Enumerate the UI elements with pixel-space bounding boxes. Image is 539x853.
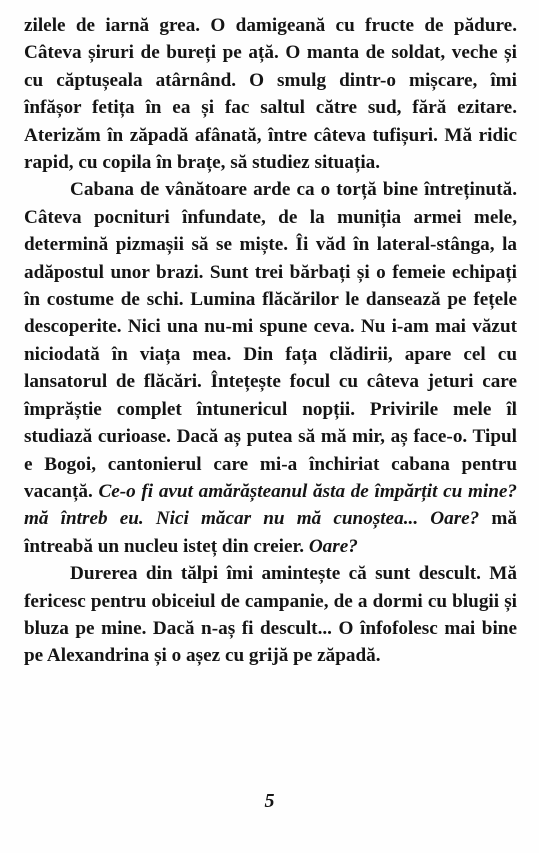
text-run: mă întreabă un nucleu isteț din creier. [24, 508, 517, 557]
page-number: 5 [264, 790, 275, 812]
text-run: Durerea din tălpi îmi amintește că sunt descult. Mă fericesc pentru obiceiul de campanie, de a dormi cu blugii și bluza pe mine. Dacă n-aș fi descult... O înfofolesc mai bine pe Alexandrina și o așez cu grijă pe zăpadă. [24, 563, 517, 667]
paragraph-continuation [24, 12, 517, 176]
body-text [24, 12, 517, 670]
text-run: Cabana de vânătoare arde ca o torță bine întreținută. Câteva pocnituri înfundate, de la muniția armei mele, determină pizmașii să se miște. Îi văd în lateral-stânga, la adăpostul unor brazi. Sunt trei bărbați și o femeie echipați în costume de schi. Lumina flăcărilor le dansează pe fețele descoperite. Nici una nu-mi spune ceva. Nu i-am mai văzut niciodată în viața mea. Din fața clădirii, apare cel cu lansatorul de flăcări. Întețește focul cu câteva jeturi care împrăștie complet întunericul nopții. Privirile mele îl studiază curioase. Dacă aș putea să mă mir, aș face-o. Tipul e Bogoi, cantonierul care mi-a închiriat cabana pentru vacanță. [24, 179, 517, 502]
paragraph-barefoot [24, 560, 517, 670]
italic-thought: Ce-o fi avut amărășteanul ăsta de împărțit cu mine? mă întreb eu. Nici măcar nu mă cunoștea... Oare? [24, 480, 518, 530]
italic-thought: Oare? [308, 535, 358, 557]
paragraph-cabin-fire [24, 176, 517, 560]
text-run: zilele de iarnă grea. O damigeană cu fructe de pădure. Câteva șiruri de bureți pe ață. O manta de soldat, veche și cu căptușeala atârnând. O smulg dintr-o mișcare, îmi înfășor fetița în ea și fac saltul către sud, fără ezitare. Aterizăm în zăpadă afânată, între câteva tufișuri. Mă ridic rapid, cu copila în brațe, să studiez situația. [24, 15, 517, 174]
